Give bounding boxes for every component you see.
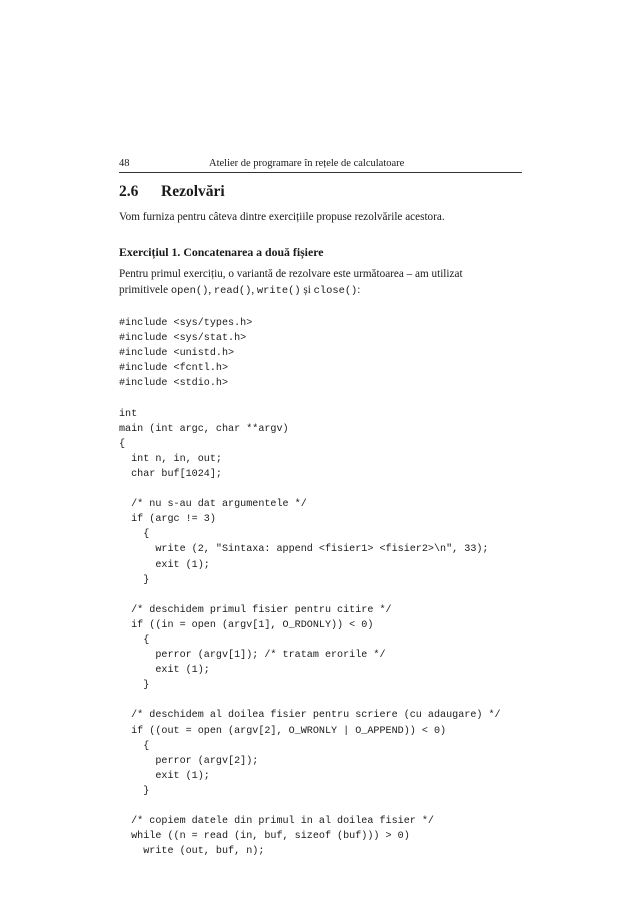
- code-line: int n, in, out;: [119, 453, 222, 465]
- exercise-paragraph: [119, 266, 529, 299]
- code-line: while ((n = read (in, buf, sizeof (buf))) > 0): [119, 831, 410, 843]
- code-line: #include <unistd.h>: [119, 348, 235, 360]
- code-line: write (out, buf, n);: [119, 846, 265, 858]
- separator: ,: [251, 284, 257, 296]
- section-title: Rezolvări: [161, 183, 225, 200]
- fn-open: open(): [170, 285, 209, 297]
- code-line: /* nu s-au dat argumentele */: [119, 499, 307, 511]
- code-line: {: [119, 634, 150, 646]
- fn-close: close(): [313, 285, 358, 297]
- running-title: Atelier de programare în rețele de calculatoare: [209, 158, 405, 169]
- intro-paragraph: Vom furniza pentru câteva dintre exercițiile propuse rezolvările acestora.: [119, 211, 445, 223]
- separator: ,: [208, 284, 214, 296]
- exercise-text-line1: Pentru primul exercițiu, o variantă de rezolvare este următoarea – am utilizat: [119, 268, 463, 280]
- code-line: perror (argv[2]);: [119, 755, 259, 767]
- code-line: int: [119, 408, 138, 420]
- code-line: exit (1);: [119, 559, 210, 571]
- colon: :: [357, 284, 361, 296]
- code-line: #include <sys/stat.h>: [119, 333, 247, 345]
- code-line: if (argc != 3): [119, 514, 216, 526]
- fn-read: read(): [213, 285, 252, 297]
- code-line: /* copiem datele din primul in al doilea fisier */: [119, 816, 434, 828]
- page-number: 48: [119, 158, 130, 169]
- code-line: write (2, "Sintaxa: append <fisier1> <fisier2>\n", 33);: [119, 544, 489, 556]
- exercise-heading: Exercițiul 1. Concatenarea a două fișiere: [119, 245, 324, 259]
- code-line: main (int argc, char **argv): [119, 423, 289, 435]
- code-line: exit (1);: [119, 770, 210, 782]
- code-line: char buf[1024];: [119, 468, 222, 480]
- code-line: }: [119, 785, 150, 797]
- section-number: 2.6: [119, 183, 139, 200]
- fn-write: write(): [256, 285, 301, 297]
- exercise-text-line2: primitivele: [119, 284, 171, 296]
- conjunction: și: [300, 284, 314, 296]
- code-line: exit (1);: [119, 665, 210, 677]
- running-header: [119, 158, 522, 173]
- code-line: perror (argv[1]); /* tratam erorile */: [119, 650, 386, 662]
- code-line: /* deschidem al doilea fisier pentru scriere (cu adaugare) */: [119, 710, 501, 722]
- code-line: /* deschidem primul fisier pentru citire */: [119, 604, 392, 616]
- code-line: #include <stdio.h>: [119, 378, 229, 390]
- code-line: {: [119, 438, 126, 450]
- code-line: #include <sys/types.h>: [119, 318, 253, 329]
- section-heading: [119, 183, 225, 201]
- code-listing: [119, 316, 501, 859]
- code-line: {: [119, 529, 150, 541]
- code-line: }: [119, 680, 150, 692]
- code-line: #include <fcntl.h>: [119, 363, 229, 375]
- code-line: if ((in = open (argv[1], O_RDONLY)) < 0): [119, 619, 374, 631]
- code-line: }: [119, 574, 150, 586]
- code-line: {: [119, 740, 150, 752]
- code-line: if ((out = open (argv[2], O_WRONLY | O_APPEND)) < 0): [119, 725, 447, 737]
